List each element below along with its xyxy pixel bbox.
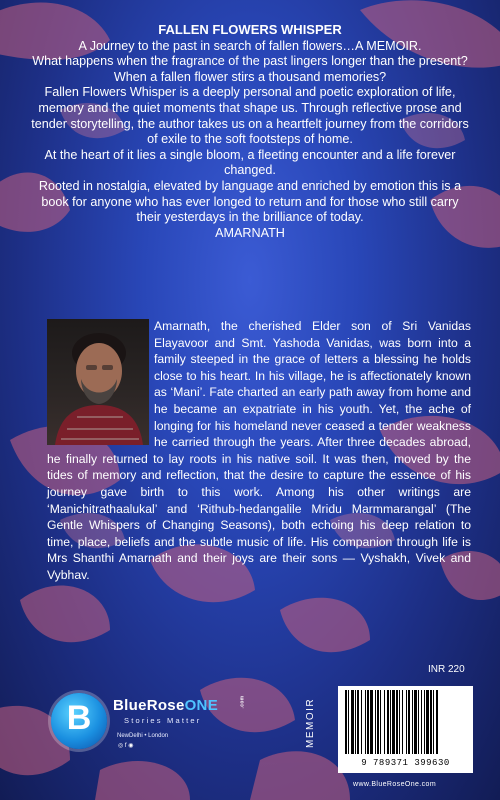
- blurb-tagline: A Journey to the past in search of fallen flowers…A MEMOIR.: [78, 38, 422, 53]
- barcode-bar: [426, 690, 429, 754]
- barcode-bar: [361, 690, 362, 754]
- barcode-bar: [406, 690, 407, 754]
- barcode-bar: [418, 690, 419, 754]
- barcode-bar: [408, 690, 410, 754]
- barcode-icon: [342, 690, 469, 756]
- barcode-bar: [375, 690, 376, 754]
- genre-label: MEMOIR: [305, 697, 316, 748]
- isbn-barcode: [338, 686, 473, 773]
- barcode-bar: [396, 690, 398, 754]
- isbn-number: 9 789371 399630: [361, 758, 450, 768]
- photo-space: [47, 318, 149, 450]
- author-bio-text: Amarnath, the cherished Elder son of Sri Vanidas Elayavoor and Smt. Yashoda Vanidas, was born into a family steeped in the grace of letters a blessing he holds close to his heart. In his village, he is affectionately known as ‘Mani’. Fate charted an early path away from home and he became an expatriate in his youth. Yet, the ache of longing for his homeland never ceased a tender weakness he carried through the years. After three decades abroad, he finally returned to lay roots in his native soil. It was then, moved by the tides of memory and reflection, that the desire to capture the essence of his journey gave birth to this work. Among his other writings are ‘Manichitrathaalukal’ and ‘Rithub-hedangalile Mridu Marmmarangal’ (The Gentle Whispers of Changing Seasons), both echoing his deep relation to time, place, beliefs and the subtle music of life. His companion through life is Mrs Shanthi Amarnath and their joys are their sons — Vyshakh, Vivek and Vybhav.: [47, 319, 471, 582]
- barcode-bar: [357, 690, 359, 754]
- barcode-bar: [370, 690, 373, 754]
- barcode-bar: [390, 690, 391, 754]
- barcode-bar: [377, 690, 379, 754]
- barcode-bar: [345, 690, 347, 754]
- publisher-name-part2: ONE: [184, 697, 218, 714]
- social-icons: ◎ f ◉: [118, 743, 134, 749]
- publisher-cities: NewDelhi • London: [117, 733, 169, 739]
- barcode-bar: [424, 690, 425, 754]
- publisher-logo-letter: B: [66, 699, 92, 737]
- barcode-bar: [384, 690, 385, 754]
- barcode-bar: [348, 690, 349, 754]
- book-blurb: [30, 22, 470, 241]
- barcode-bar: [414, 690, 417, 754]
- blurb-signature: AMARNATH: [215, 225, 285, 240]
- barcode-bar: [399, 690, 400, 754]
- blurb-paragraph: Fallen Flowers Whisper is a deeply personal and poetic exploration of life, memory and the quiet moments that shape us. Through reflective prose and tender storytelling, the author takes us on a heartfelt journey from the corridors of exile to the soft footsteps of home.: [31, 85, 469, 147]
- book-title: FALLEN FLOWERS WHISPER: [158, 22, 342, 37]
- barcode-bar: [430, 690, 432, 754]
- barcode-bar: [355, 690, 356, 754]
- publisher-name: [113, 695, 246, 714]
- publisher-website: www.BlueRoseOne.com: [353, 781, 437, 788]
- barcode-bar: [392, 690, 395, 754]
- barcode-bar: [387, 690, 389, 754]
- barcode-bar: [402, 690, 403, 754]
- barcode-bar: [380, 690, 381, 754]
- blurb-paragraph: At the heart of it lies a single bloom, a fleeting encounter and a life forever changed.: [44, 147, 456, 178]
- publisher-tagline: Stories Matter: [124, 716, 202, 725]
- barcode-bar: [365, 690, 366, 754]
- price-label: INR 220: [428, 664, 465, 675]
- barcode-bar: [367, 690, 369, 754]
- publisher-logo: [51, 693, 107, 749]
- barcode-bar: [433, 690, 434, 754]
- barcode-bar: [436, 690, 438, 754]
- publisher-name-part1: BlueRose: [113, 697, 185, 714]
- barcode-bar: [421, 690, 422, 754]
- blurb-paragraph: What happens when the fragrance of the past lingers longer than the present? When a fallen flower stirs a thousand memories?: [32, 54, 468, 84]
- barcode-bar: [412, 690, 413, 754]
- author-bio: [47, 318, 471, 584]
- publisher-name-suffix: .com: [239, 695, 246, 709]
- blurb-paragraph: Rooted in nostalgia, elevated by language and enriched by emotion this is a book for anyone who has ever longed to return and for those who still carry their yesterdays in the brilliance of today.: [38, 178, 462, 225]
- barcode-bar: [351, 690, 354, 754]
